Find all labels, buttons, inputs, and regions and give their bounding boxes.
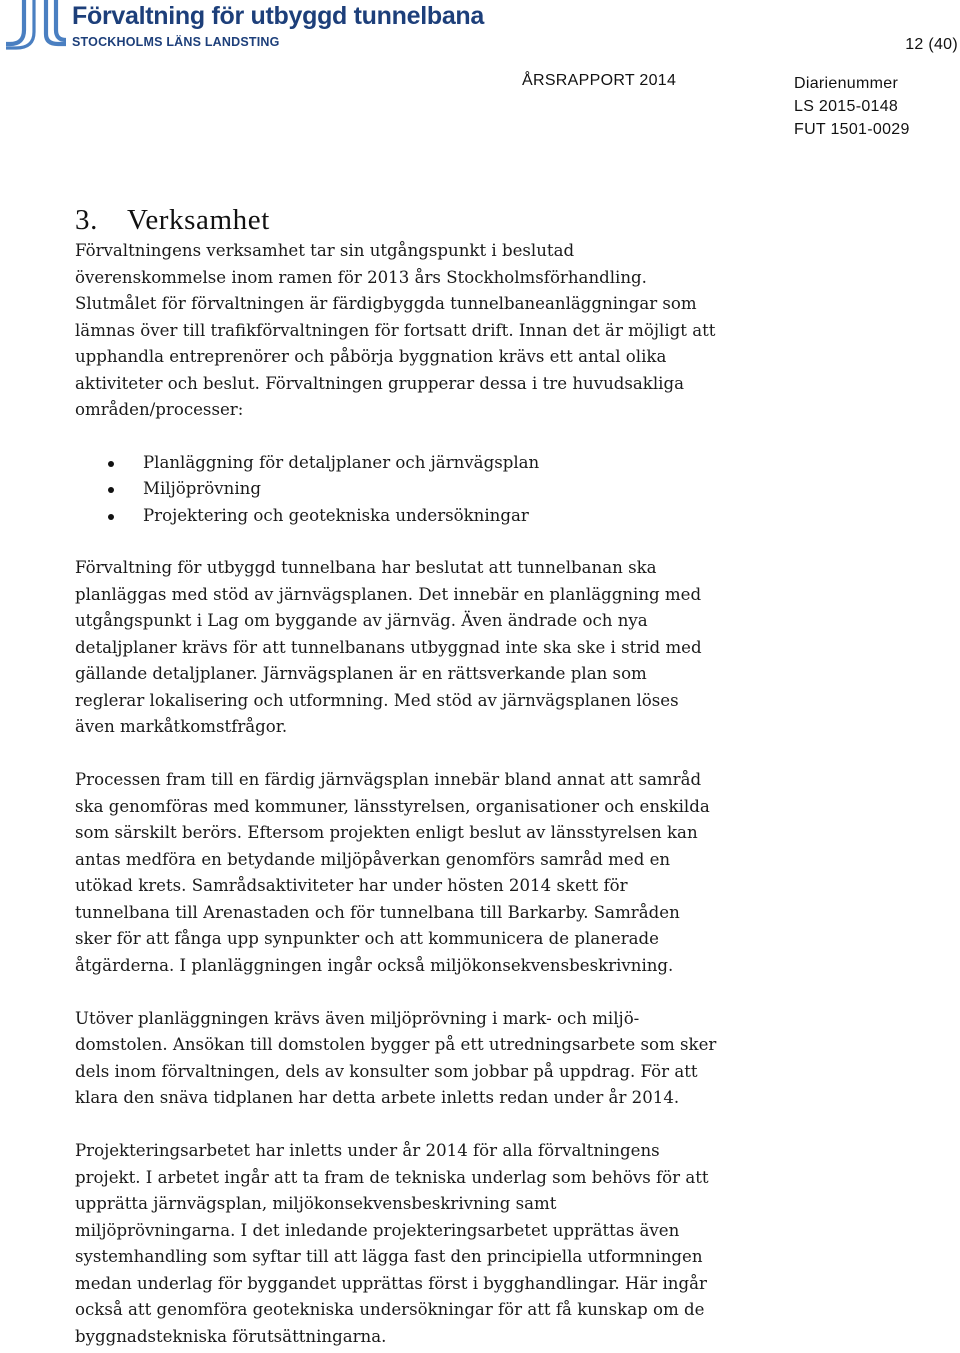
list-item-text: Planläggning för detaljplaner och järnvägsplan [143,452,540,472]
report-title: ÅRSRAPPORT 2014 [522,72,677,89]
list-item [75,476,955,503]
bullet-icon [108,487,114,493]
planning-paragraph: Förvaltning för utbyggd tunnelbana har beslutat att tunnelbanan ska planläggas med stöd av järnvägsplanen. Det innebär en planläggning med utgångspunkt i Lag om byggande av järnväg. Även ändrade och nya detaljplaner krävs för att tunnelbanans utbyggnad inte ska ske i strid med gällande detaljplaner. Järnvägsplanen är en rättsverkande plan som reglerar lokalisering och utformning. Med stöd av järnvägsplanen löses även markåtkomstfrågor. [75,558,702,736]
intro-text: Förvaltningens verksamhet tar sin utgångspunkt i beslutad överenskommelse inom ramen för 2013 års Stockholmsförhandling. Slutmålet för förvaltningen är färdigbyggda tunnelbaneanläggningar som lämnas över till trafikförvaltningen för fortsatt drift. [75,241,697,340]
document-body [75,202,955,1350]
section-title: Verksamhet [127,204,270,236]
list-item [75,503,955,530]
diarie-number-ls: LS 2015-0148 [794,98,899,115]
consultation-paragraph: Processen fram till en färdig järnvägsplan innebär bland annat att samråd ska genomföras med kommuner, länsstyrelsen, organisationer och enskilda som särskilt berörs. Eftersom projekten enligt beslut av länsstyrelsen kan antas medföra en betydande miljöpåverkan genomförs samråd med en utökad krets. Samrådsaktiviteter har under hösten 2014 skett för tunnelbana till Arenastaden och för tunnelbana till Barkarby. Samråden sker för att fånga upp synpunkter och att kommunicera de planerade åtgärderna. I planläggningen ingår också miljökonsekvensbeskrivning. [75,770,710,975]
intro-continuation-text: Innan det är möjligt att upphandla entreprenörer och påbörja byggnation krävs ett antal olika aktiviteter och beslut. Förvaltningen grupperar dessa i tre huvudsakliga områden/processer: [75,320,716,419]
page-number: 12 (40) [905,36,958,53]
bullet-icon [108,461,114,467]
section-heading [75,202,955,238]
diarie-number-fut: FUT 1501-0029 [794,121,910,138]
section-number: 3. [75,204,98,236]
organization-logo [4,0,504,52]
process-list [75,450,955,530]
sll-logo-mark-icon [4,0,68,50]
diarie-label: Diarienummer [794,75,899,92]
environmental-review-paragraph: Utöver planläggningen krävs även miljöprövning i mark- och miljö- domstolen. Ansökan till domstolen bygger på ett utredningsarbete som sker dels inom förvaltningen, dels av konsulter som jobbar på uppdrag. För att klara den snäva tidplanen har detta arbete inletts redan under år 2014. [75,1008,717,1107]
logo-subtitle: STOCKHOLMS LÄNS LANDSTING [72,35,280,49]
list-item-text: Projektering och geotekniska undersökningar [143,505,529,525]
bullet-icon [108,514,114,520]
list-item-text: Miljöprövning [143,479,261,498]
list-item [75,450,955,477]
logo-title: Förvaltning för utbyggd tunnelbana [72,2,484,30]
intro-paragraph [75,238,955,424]
diarie-block [794,72,910,141]
design-paragraph: Projekteringsarbetet har inletts under år 2014 för alla förvaltningens projekt. I arbetet ingår att ta fram de tekniska underlag som behövs för att upprätta järnvägsplan, miljökonsekvensbeskrivning samt miljöprövningarna. I det inledande projekteringsarbetet upprättas även systemhandling som syftar till att lägga fast den principiella utformningen medan underlag för byggandet upprättas först i bygghandlingar. Här ingår också att genomföra geotekniska undersökningar för att få kunskap om de byggnadstekniska förutsättningarna. [75,1141,709,1346]
